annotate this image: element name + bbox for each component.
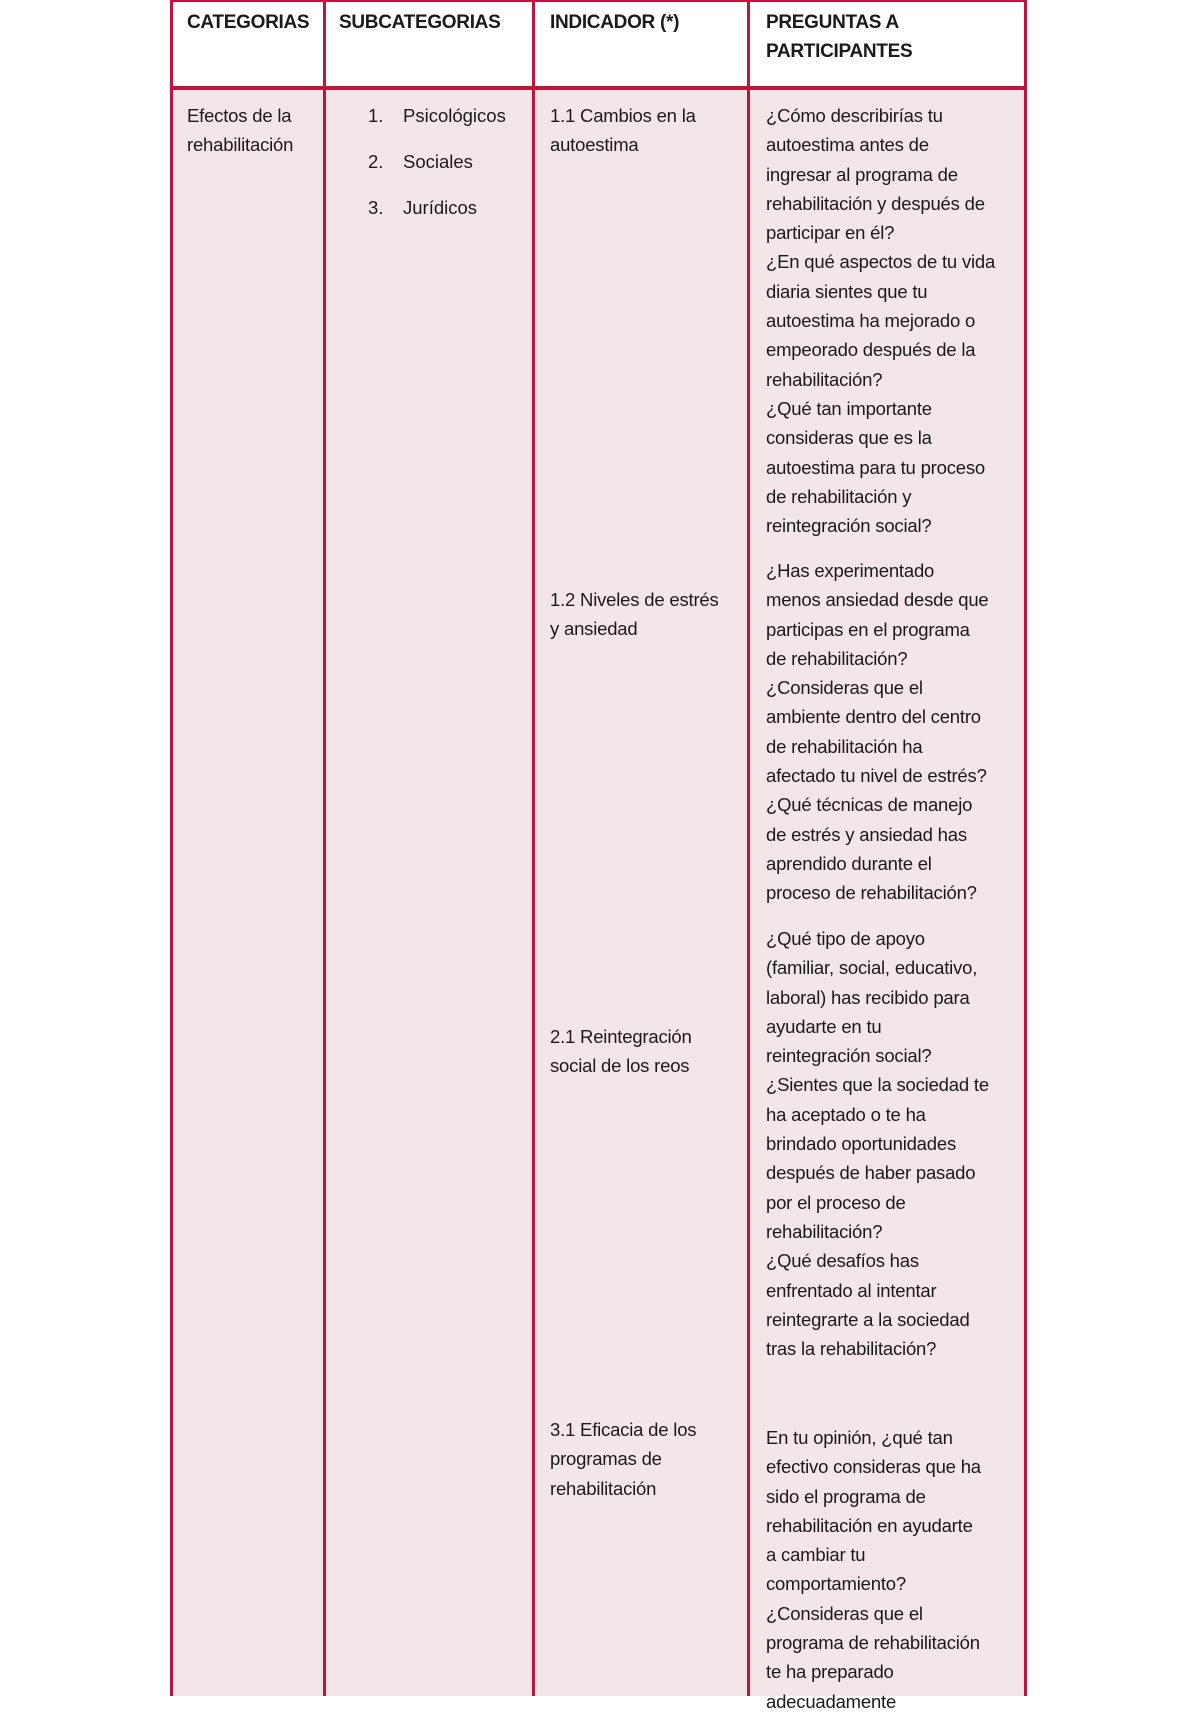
- header-subcategorias: SUBCATEGORIAS: [339, 12, 501, 33]
- question-line: ¿Qué técnicas de manejo: [766, 794, 973, 816]
- question-line: proceso de rehabilitación?: [766, 882, 977, 904]
- question-line: por el proceso de: [766, 1191, 906, 1213]
- question-line: ¿Consideras que el: [766, 677, 923, 699]
- question-line: ¿En qué aspectos de tu vida: [766, 251, 996, 273]
- list-item-label: Jurídicos: [403, 197, 478, 218]
- question-line: participar en él?: [766, 222, 895, 244]
- category-cell: [187, 101, 317, 160]
- question-line: autoestima ha mejorado o: [766, 310, 976, 332]
- question-line: rehabilitación en ayudarte: [766, 1514, 973, 1536]
- question-line: ¿Has experimentado: [766, 560, 935, 581]
- question-line: En tu opinión, ¿qué tan: [766, 1427, 953, 1448]
- indicator-2-1: [550, 1022, 745, 1081]
- question-line: menos ansiedad desde que: [766, 589, 989, 611]
- question-line: rehabilitación?: [766, 368, 883, 390]
- question-line: ¿Sientes que la sociedad te: [766, 1074, 989, 1096]
- question-line: te ha preparado: [766, 1661, 894, 1683]
- question-line: después de haber pasado: [766, 1162, 976, 1184]
- question-line: tras la rehabilitación?: [766, 1338, 937, 1360]
- list-item: [368, 101, 506, 147]
- questions-block-4: [766, 1423, 1021, 1716]
- indicator-3-1: [550, 1415, 745, 1503]
- column-divider-3: [747, 0, 750, 1696]
- header-indicador: INDICADOR (*): [550, 12, 680, 33]
- question-line: diaria sientes que tu: [766, 280, 928, 302]
- question-line: ambiente dentro del centro: [766, 706, 981, 728]
- question-line: ¿Cómo describirías tu: [766, 105, 943, 126]
- question-line: a cambiar tu: [766, 1544, 866, 1566]
- column-divider-2: [532, 0, 535, 1696]
- question-line: de estrés y ansiedad has: [766, 823, 967, 845]
- question-line: ¿Qué desafíos has: [766, 1250, 919, 1272]
- question-line: comportamiento?: [766, 1573, 906, 1595]
- question-line: aprendido durante el: [766, 852, 932, 874]
- list-item: [368, 147, 506, 193]
- indicator-line: 1.2 Niveles de estrés: [550, 589, 719, 610]
- category-line1: Efectos de la: [187, 105, 292, 126]
- header-categorias: CATEGORIAS: [187, 12, 310, 33]
- question-line: ingresar al programa de: [766, 163, 958, 185]
- question-line: adecuadamente: [766, 1690, 897, 1712]
- question-line: efectivo consideras que ha: [766, 1456, 981, 1478]
- question-line: de rehabilitación ha: [766, 735, 923, 757]
- question-line: de rehabilitación y: [766, 485, 912, 507]
- header-preguntas: [766, 8, 912, 66]
- question-line: (familiar, social, educativo,: [766, 957, 978, 979]
- indicator-line: social de los reos: [550, 1055, 690, 1077]
- question-line: reintegración social?: [766, 515, 932, 537]
- question-line: ¿Qué tan importante: [766, 397, 932, 419]
- question-line: afectado tu nivel de estrés?: [766, 765, 987, 787]
- question-line: autoestima para tu proceso: [766, 456, 985, 478]
- category-line2: rehabilitación: [187, 134, 294, 156]
- question-line: ha aceptado o te ha: [766, 1103, 926, 1125]
- questions-block-1: [766, 101, 1021, 540]
- question-line: empeorado después de la: [766, 339, 976, 361]
- indicator-line: 1.1 Cambios en la: [550, 105, 696, 126]
- question-line: ¿Consideras que el: [766, 1602, 923, 1624]
- question-line: laboral) has recibido para: [766, 986, 970, 1008]
- header-preguntas-line1: PREGUNTAS A: [766, 12, 899, 33]
- question-line: reintegración social?: [766, 1045, 932, 1067]
- indicator-line: programas de: [550, 1448, 662, 1470]
- question-line: consideras que es la: [766, 427, 932, 449]
- indicator-line: rehabilitación: [550, 1477, 657, 1499]
- list-item-label: Sociales: [403, 151, 473, 172]
- question-line: autoestima antes de: [766, 134, 929, 156]
- header-preguntas-line2: PARTICIPANTES: [766, 41, 913, 62]
- indicator-line: 3.1 Eficacia de los: [550, 1419, 697, 1440]
- question-line: rehabilitación y después de: [766, 192, 985, 214]
- question-line: de rehabilitación?: [766, 647, 908, 669]
- research-matrix-table: [170, 0, 1027, 1712]
- question-line: participas en el programa: [766, 618, 970, 640]
- list-item-number: 2.: [368, 151, 384, 172]
- column-divider-1: [323, 0, 326, 1696]
- question-line: brindado oportunidades: [766, 1133, 957, 1155]
- indicator-1-2: [550, 585, 745, 644]
- indicator-line: autoestima: [550, 134, 639, 156]
- indicator-line: 2.1 Reintegración: [550, 1026, 692, 1047]
- list-item: [368, 193, 506, 239]
- question-line: programa de rehabilitación: [766, 1632, 980, 1654]
- list-item-number: 1.: [368, 105, 384, 126]
- questions-block-3: [766, 924, 1021, 1363]
- question-line: ayudarte en tu: [766, 1015, 882, 1037]
- question-line: reintegrarte a la sociedad: [766, 1308, 970, 1330]
- question-line: sido el programa de: [766, 1485, 926, 1507]
- subcategory-list: [368, 101, 506, 239]
- question-line: rehabilitación?: [766, 1220, 883, 1242]
- list-item-number: 3.: [368, 197, 384, 218]
- indicator-line: y ansiedad: [550, 618, 638, 640]
- question-line: enfrentado al intentar: [766, 1279, 937, 1301]
- question-line: ¿Qué tipo de apoyo: [766, 928, 925, 949]
- questions-block-2: [766, 556, 1021, 908]
- indicator-1-1: [550, 101, 745, 160]
- list-item-label: Psicológicos: [403, 105, 506, 126]
